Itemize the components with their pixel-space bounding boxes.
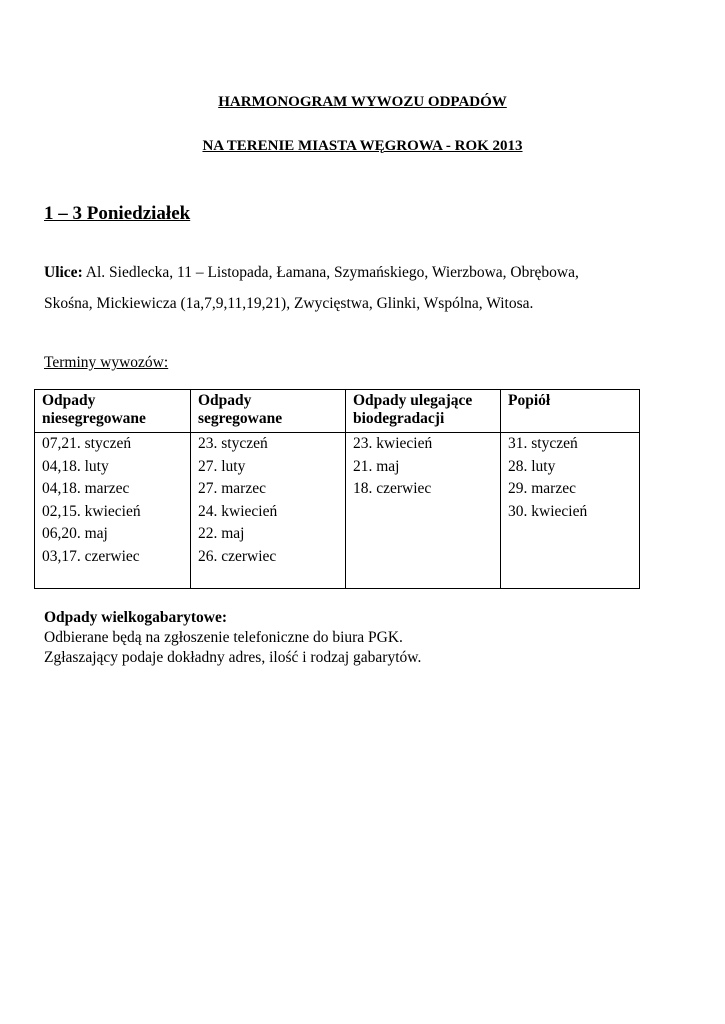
date-entry: 04,18. marzec	[42, 480, 130, 497]
header-line: Odpady	[42, 392, 96, 409]
dates-biodegradable	[346, 433, 501, 589]
date-entry: 22. maj	[198, 525, 245, 542]
date-entry: 29. marzec	[508, 480, 576, 497]
terms-label: Terminy wywozów:	[44, 354, 169, 371]
date-entry: 30. kwiecień	[508, 502, 588, 520]
header-ash	[501, 390, 640, 433]
date-entry: 04,18. luty	[42, 457, 109, 475]
date-entry: 23. kwiecień	[353, 435, 433, 452]
header-unsegregated	[35, 390, 191, 433]
header-line: Odpady	[198, 392, 252, 409]
date-entry: 03,17. czerwiec	[42, 547, 140, 565]
table-header-row	[35, 390, 640, 433]
header-segregated	[191, 390, 346, 433]
header-biodegradable	[346, 390, 501, 433]
header-line: Popiół	[508, 392, 551, 409]
header-line: niesegregowane	[42, 410, 146, 427]
section-heading: 1 – 3 Poniedziałek	[44, 203, 191, 224]
dates-segregated	[191, 433, 346, 589]
streets-paragraph-line1	[44, 263, 684, 283]
header-line: segregowane	[198, 410, 283, 427]
date-entry: 06,20. maj	[42, 525, 108, 542]
streets-list-part1: Al. Siedlecka, 11 – Listopada, Łamana, Szymańskiego, Wierzbowa, Obrębowa,	[85, 264, 579, 281]
date-entry: 23. styczeń	[198, 435, 268, 452]
date-entry: 21. maj	[353, 457, 400, 475]
dates-unsegregated	[35, 433, 191, 589]
date-entry: 27. luty	[198, 457, 246, 475]
header-line: biodegradacji	[353, 410, 445, 427]
date-entry: 31. styczeń	[508, 435, 578, 452]
dates-ash	[501, 433, 640, 589]
bulky-waste-heading: Odpady wielkogabarytowe:	[44, 609, 227, 626]
table-row	[35, 433, 640, 589]
date-entry: 24. kwiecień	[198, 502, 278, 520]
bulky-waste-note-line2: Zgłaszający podaje dokładny adres, ilość i rodzaj gabarytów.	[44, 649, 422, 666]
date-entry: 18. czerwiec	[353, 480, 432, 497]
bulky-waste-note-line1: Odbierane będą na zgłoszenie telefoniczne do biura PGK.	[44, 629, 403, 646]
date-entry: 28. luty	[508, 457, 556, 475]
streets-label: Ulice:	[44, 264, 83, 281]
date-entry: 27. marzec	[198, 480, 266, 497]
date-entry: 26. czerwiec	[198, 547, 277, 565]
date-entry: 02,15. kwiecień	[42, 502, 141, 520]
streets-paragraph-line2: Skośna, Mickiewicza (1a,7,9,11,19,21), Zwycięstwa, Glinki, Wspólna, Witosa.	[44, 295, 534, 312]
document-title: HARMONOGRAM WYWOZU ODPADÓW	[218, 94, 507, 110]
schedule-table	[34, 389, 640, 589]
document-subtitle: NA TERENIE MIASTA WĘGROWA - ROK 2013	[202, 138, 523, 154]
date-entry: 07,21. styczeń	[42, 435, 132, 452]
header-line: Odpady ulegające	[353, 392, 473, 409]
